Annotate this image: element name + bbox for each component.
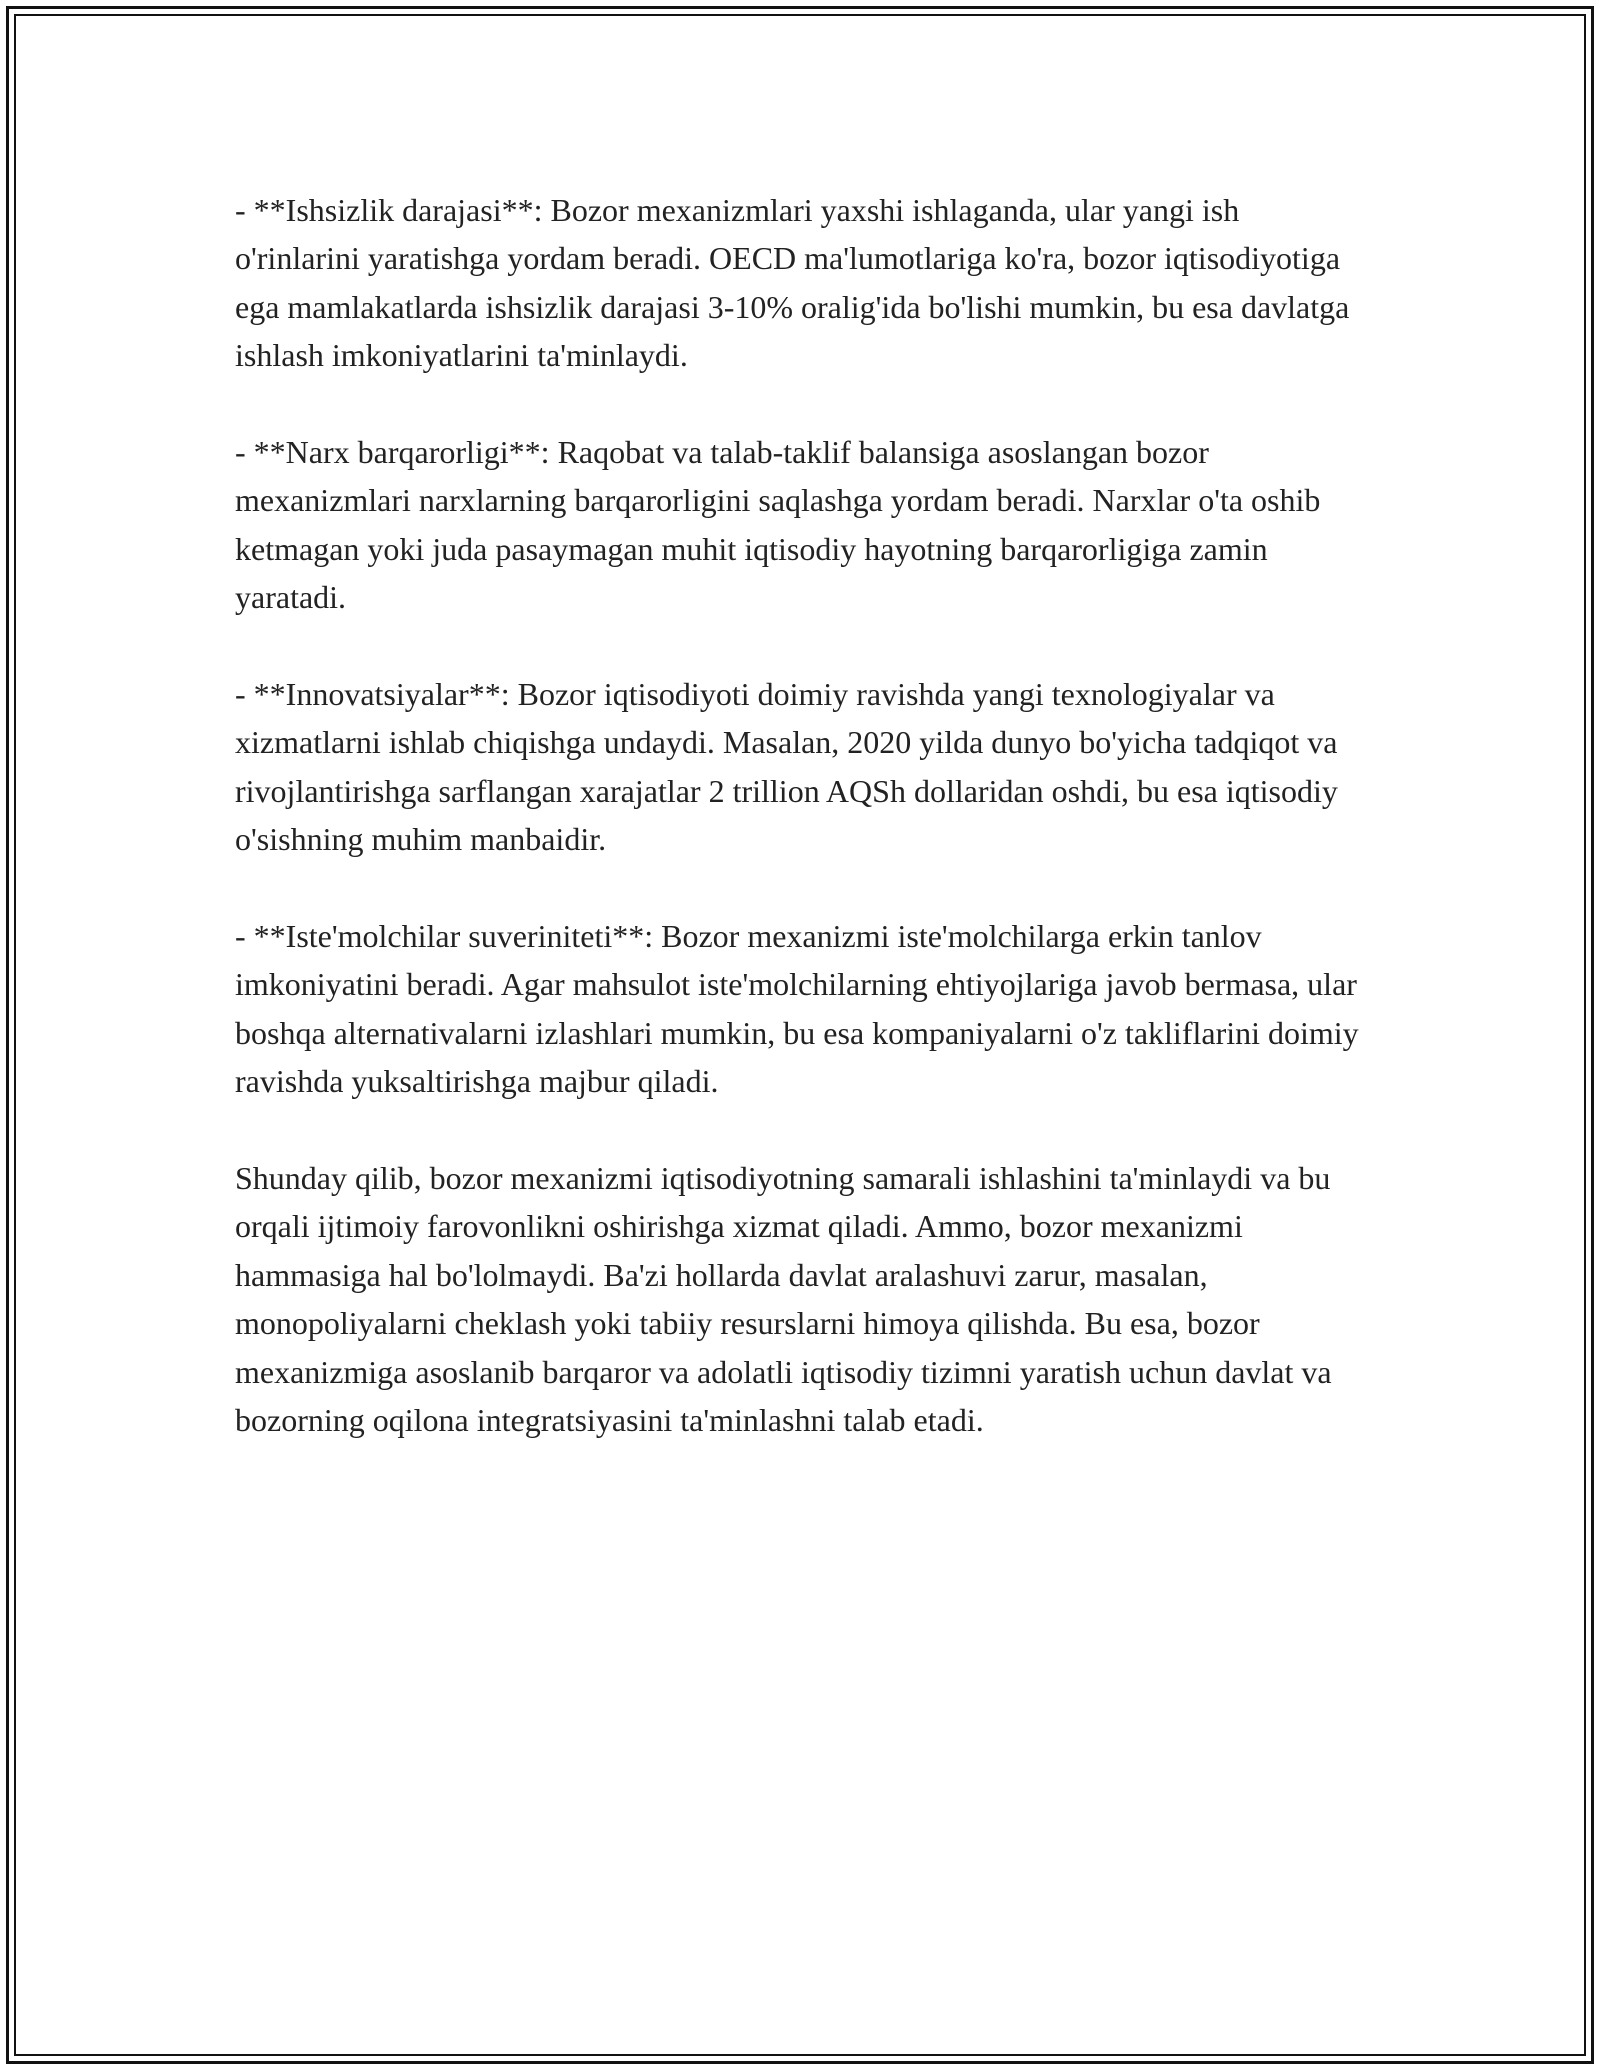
paragraph-consumer-sovereignty: - **Iste'molchilar suveriniteti**: Bozor mexanizmi iste'molchilarga erkin tanlov imkoniyatini beradi. Agar mahsulot iste'molchilarning ehtiyojlariga javob bermasa, ular boshqa alternativalarni izlashlari mumkin, bu esa kompaniyalarni o'z takliflarini doimiy ravishda yuksaltirishga majbur qiladi. bbox=[235, 918, 1359, 1100]
document-body bbox=[235, 186, 1365, 1445]
paragraph-conclusion: Shunday qilib, bozor mexanizmi iqtisodiyotning samarali ishlashini ta'minlaydi va bu orqali ijtimoiy farovonlikni oshirishga xizmat qiladi. Ammo, bozor mexanizmi hammasiga hal bo'lolmaydi. Ba'zi hollarda davlat aralashuvi zarur, masalan, monopoliyalarni cheklash yoki tabiiy resurslarni himoya qilishda. Bu esa, bozor mexanizmiga asoslanib barqaror va adolatli iqtisodiy tizimni yaratish uchun davlat va bozorning oqilona integratsiyasini ta'minlashni talab etadi. bbox=[235, 1160, 1332, 1439]
paragraph-price-stability: - **Narx barqarorligi**: Raqobat va talab-taklif balansiga asoslangan bozor mexanizmlari narxlarning barqarorligini saqlashga yordam beradi. Narxlar o'ta oshib ketmagan yoki juda pasaymagan muhit iqtisodiy hayotning barqarorligiga zamin yaratadi. bbox=[235, 434, 1321, 616]
paragraph-unemployment-rate: - **Ishsizlik darajasi**: Bozor mexanizmlari yaxshi ishlaganda, ular yangi ish o'rinlarini yaratishga yordam beradi. OECD ma'lumotlariga ko'ra, bozor iqtisodiyotiga ega mamlakatlarda ishsizlik darajasi 3-10% oralig'ida bo'lishi mumkin, bu esa davlatga ishlash imkoniyatlarini ta'minlaydi. bbox=[235, 192, 1350, 374]
paragraph-innovations: - **Innovatsiyalar**: Bozor iqtisodiyoti doimiy ravishda yangi texnologiyalar va xizmatlarni ishlab chiqishga undaydi. Masalan, 2020 yilda dunyo bo'yicha tadqiqot va rivojlantirishga sarflangan xarajatlar 2 trillion AQSh dollaridan oshdi, bu esa iqtisodiy o'sishning muhim manbaidir. bbox=[235, 676, 1338, 858]
